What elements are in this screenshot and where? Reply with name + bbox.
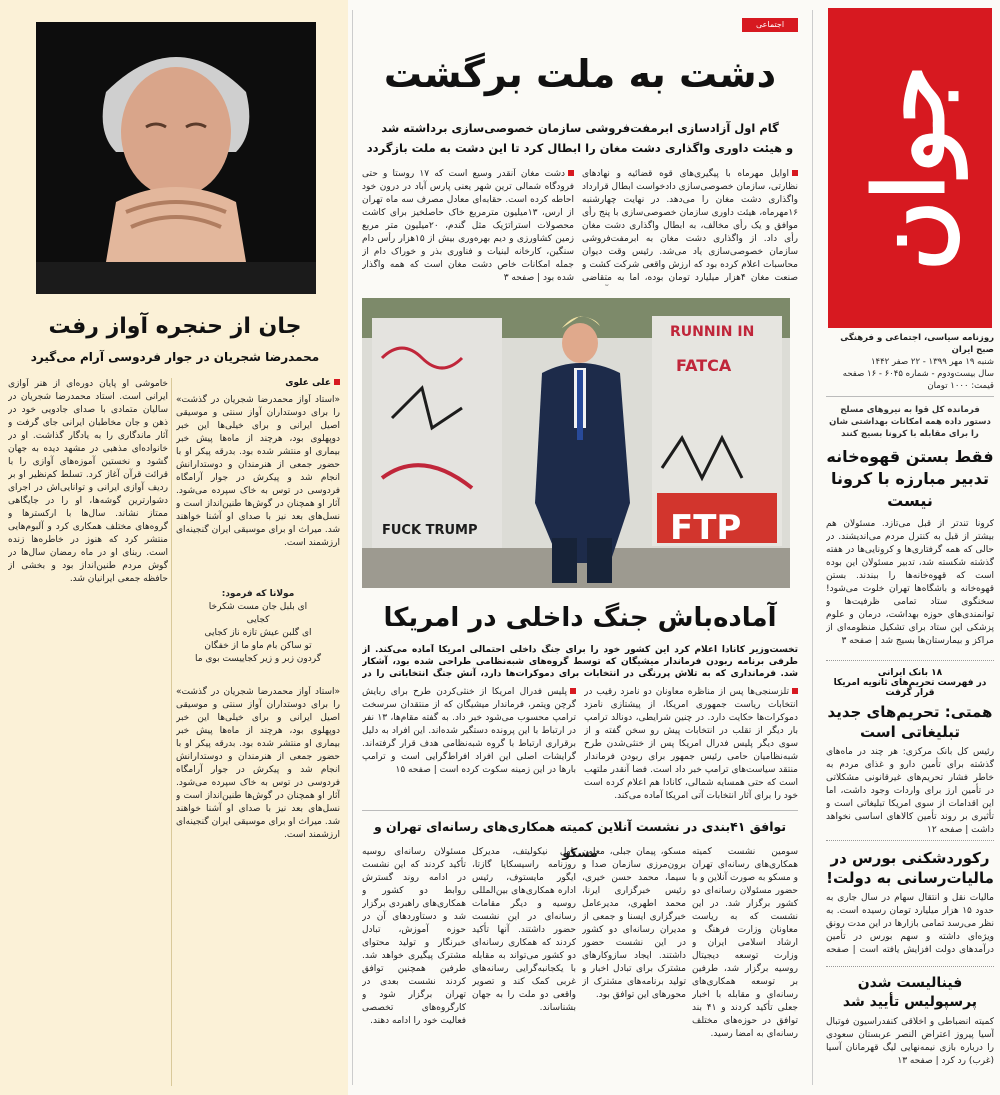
divider <box>362 810 798 811</box>
trump-photo <box>362 298 790 588</box>
lead-body-left <box>362 168 574 286</box>
perspolis-body: کمیته انضباطی و اخلاقی کنفدراسیون فوتبال آسیا پیروز اعتراض النصر عربستان سعودی را درباره بازی نیمه‌نهایی لیگ قهرمانان آسیا (غرب) رد کرد | صفحه ۱۳ <box>826 1017 994 1066</box>
media-body-col-2: مسکو، پیمان جبلی، معاون برون‌مرزی سازمان صدا و سیما، محمد حسن خیری، رئیس خبرگزاری ایرنا، محمد اطهری، مدیرعامل خبرگزاری ایسنا و جمعی از مدیران رسانه‌ای دو کشور در این نشست حضور داشتند. ایجاد سازوکارهای مشترک برای تبادل اخبار و تولید برنامه‌های مشترک از محورهای این توافق بود. <box>582 847 686 1000</box>
poem-line: ای گلبن عیش تازه ناز کجایی <box>204 628 312 638</box>
bullet-icon <box>568 170 574 176</box>
obituary-poem <box>176 588 340 678</box>
obituary-byline <box>176 378 340 388</box>
lead-body-right-text: اوایل مهرماه با پیگیری‌های قوه قضائیه و نهادهای نظارتی، سازمان خصوصی‌سازی دادخواست ابطال قرارداد واگذاری دشت مغان را می‌دهد. در نهایت چهارشنبه ۱۶مهرماه، هیئت داوری سازمان خصوصی‌سازی با پنج رأی موافق و یک رأی مخالف، به ابطال واگذاری دشت مغان رأی داد. از واگذاری دشت مغان به ابرمفت‌فروشی سازمان خصوصی‌سازی یاد می‌شد. رئیس وقت دیوان محاسبات اعلام کرده بود که ارزش واقعی شرکت کشت و صنعت مغان ۴هزار میلیارد تومان بوده، اما به متقاضی <box>582 169 798 283</box>
bourse-story <box>826 848 994 958</box>
lead-body-right <box>582 168 798 286</box>
lead-subtitle-2: و هیئت داوری واگذاری دشت مغان را ابطال کرد تا این دشت به ملت بازگردد <box>366 141 794 155</box>
corona-body: کرونا تندتر از قبل می‌تازد. مسئولان هم بیشتر از قبل به کنترل مردم می‌اندیشند. در حالی که همه گرفتاری‌ها و کرونایی‌ها در هفته گذشته شکسته شد، تدبیر مسئولان این بوده است که قهوه‌خانه‌ها را ببندند. بستن قهوه‌خانه و باشگاه‌ها تهران خلوت می‌شود! سخنگوی ستاد تمامی ظرفیت‌ها و توانمندی‌های حوزه بهداشت، درمان و علوم پزشکی این ستاد برای تشکیل منظومه‌ای از مراکز و بیمارستان‌ها بسیج شد | صفحه ۳ <box>826 519 994 646</box>
media-headline[interactable]: توافق ۴۱بندی در نشست آنلاین کمیته همکاری‌های رسانه‌ای تهران و مسکو <box>373 819 787 860</box>
perspolis-headline[interactable]: فینالیست شدن پرسپولیس تأیید شد <box>842 975 978 1010</box>
divider <box>826 840 994 841</box>
sanctions-headline[interactable]: همتی: تحریم‌های جدید تبلیغاتی است <box>827 703 993 741</box>
poem-line: مولانا که فرمود: <box>221 589 295 599</box>
poem-line: کجایی <box>246 615 270 625</box>
masthead-tagline: روزنامه سیاسی، اجتماعی و فرهنگی صبح ایران <box>840 333 994 355</box>
logo-text: جوان <box>852 64 966 272</box>
bourse-body: مالیات نقل و انتقال سهام در سال جاری به حدود ۱۵ هزار میلیارد تومان رسیده است. به نظر می‌رسد تمامی بازارها در این مدت رونق ویژه‌ای داشته و سهم بورس در تأمین درآمدهای دولت افزایش یافته است | صفحه <box>826 893 994 955</box>
corona-headline[interactable]: فقط بستن قهوه‌خانه تدبیر مبارزه با کرونا نیست <box>826 447 994 510</box>
poem-line: ای بلبل جان مست شکرخا <box>208 602 308 612</box>
obituary-subtitle: محمدرضا شجریان در جوار فردوسی آرام می‌گیرد <box>30 350 320 364</box>
sanctions-story <box>826 668 994 834</box>
section-kicker-label: اجتماعی <box>755 20 785 29</box>
bullet-icon <box>792 688 798 694</box>
corona-story <box>826 404 994 646</box>
graffiti-text: FUCK TRUMP <box>382 523 478 538</box>
trump-body-2 <box>362 686 576 804</box>
trump-body-1 <box>584 686 798 804</box>
issue-date: شنبه ۱۹ مهر ۱۳۹۹ - ۲۲ صفر ۱۴۴۲ <box>870 357 994 367</box>
media-body-col-3: پاول نیکولیتف، مدیرکل روزنامه راسیسکایا گازتا، ایگور مایستوف، رئیس اداره همکاری‌های بین‌المللی روسیه و دیگر مقامات رسانه‌ای در این نشست حضور داشتند. آنها تأکید کردند که همکاری رسانه‌ای دو کشور می‌تواند به مقابله با یکجانبه‌گرایی رسانه‌های غربی کمک کند و تصویر واقعی دو ملت را به جهان بشناساند. <box>472 847 576 1013</box>
perspolis-story <box>826 974 994 1089</box>
lead-subtitle-1: گام اول آزادسازی ابرمفت‌فروشی سازمان خصوصی‌سازی برداشته شد <box>381 121 779 135</box>
masthead-info <box>826 332 994 392</box>
poem-line: تو ساکن بام ماو ما از خفگان <box>204 641 312 651</box>
bullet-icon <box>792 170 798 176</box>
author-name: علی علوی <box>285 378 331 388</box>
issue-price: قیمت: ۱۰۰۰ تومان <box>927 381 994 391</box>
trump-body-1-text: تلزسنجی‌ها پس از مناظره معاونان دو نامزد رقیب در انتخابات ریاست جمهوری امریکا، از پیشتازی نامزد دموکرات‌ها حکایت دارد. در چنین شرایطی، دونالد ترامپ بار دیگر از تقلب در انتخابات پیش رو سخن گفته و از سوی دیگر پلیس فدرال امریکا پس از خنثی‌شدن طرح شبه‌نظامیان حامی رئیس جمهور برای ربودن فرماندار منتقد سیاست‌های ترامپ خبر داد است. فضا آنقدر ملتهب است که حتی همسایه شمالی، کانادا هم اعلام کرده است خود را برای آثار انتخابات آتی امریکا آماده می‌کند. <box>584 687 798 801</box>
obituary-body-col-2-cont: «استاد آواز محمدرضا شجریان در گذشت» را برای دوستداران آواز سنتی و موسیقی اصیل ایرانی و برای خیلی‌ها این خبر دوپهلوی بود، هرچند از ماه‌ها پیش خبر بیماری او منتشر شده بود. بدرقه پیکر او با حضور جمعی از هنرمندان و دوستدارانش انجام شد و پیکرش در جوار آرامگاه فردوسی در توس به خاک سپرده می‌شود. آثار او همچنان در گوش‌ها طنین‌انداز است و نسل‌های بعد نیز با صدای او آشنا خواهند شد. میراث او برای موسیقی ایران گنجینه‌ای ارزشمند است. <box>176 687 340 840</box>
bullet-icon <box>570 688 576 694</box>
lead-subtitle <box>360 118 800 158</box>
bourse-headline[interactable]: رکوردشکنی بورس در مالیات‌رسانی به دولت! <box>826 849 994 887</box>
sanctions-body: رئیس کل بانک مرکزی: هر چند در ماه‌های گذشته برای تأمین دارو و غذای مردم به خاطر فشار تحریم‌های غیرقانونی مشکلاتی در تأمین ارز برای واردات وجود داشت، اما این اقدامات از سوی امریکا تبلیغاتی است و تأثیری بر روند تأمین کالاهای اساسی نخواهد داشت | صفحه ۱۲ <box>826 747 994 834</box>
column-divider <box>171 378 172 1086</box>
obituary-column <box>0 0 348 1095</box>
column-divider <box>812 10 813 1085</box>
graffiti-text: FTP <box>670 508 742 548</box>
trump-headline[interactable]: آماده‌باش جنگ داخلی در امریکا <box>383 603 777 633</box>
lead-body-left-text: دشت مغان آنقدر وسیع است که ۱۷ روستا و حتی فرودگاه شمالی ترین شهر یعنی پارس آباد در درون خود احاطه کرده است. حقابه‌ای معادل مصرف سه ماه تهران از ارس، ۱۳میلیون مترمربع خاک حاصلخیز برای کاشت محصولات استراتژیک مثل گندم، ۲۰میلیون متر مربع زمین کشاورزی و دیم بهره‌وری بیش از ۱۵هزار رأس دام سنگین، کارخانه لبنیات و فناوری بذر و خوراک دام از جمله امکانات خاص دشت مغان است که همه واگذار شده بود | صفحه ۳ <box>362 169 574 283</box>
section-kicker <box>742 18 798 32</box>
newspaper-logo <box>828 8 992 328</box>
sanctions-deck: در فهرست تحریم‌های ثانویه امریکا قرار گرفت <box>833 678 987 698</box>
bullet-icon <box>334 379 340 385</box>
column-divider <box>352 10 353 1085</box>
poem-line: گردون زبر و زیر کجاییست بوی ما <box>194 654 322 664</box>
corona-kicker: فرمانده کل قوا به نیروهای مسلح دستور داده همه امکانات بهداشتی شان را برای مقابله با کرونا بسیج کنند <box>829 405 991 439</box>
shajarian-portrait <box>36 22 316 294</box>
graffiti-text: FATCA <box>676 356 732 375</box>
graffiti-text: RUNNIN IN <box>670 324 755 340</box>
issue-number: سال بیست‌ودوم - شماره ۶۰۴۵ - ۱۶ صفحه <box>842 369 994 379</box>
divider <box>826 660 994 661</box>
obituary-headline[interactable]: جان از حنجره آواز رفت <box>48 314 302 339</box>
divider <box>826 966 994 967</box>
portrait-graphic <box>36 22 316 294</box>
trump-deck: تخست‌وزیر کانادا اعلام کرد این کشور خود را برای جنگ داخلی احتمالی امریکا آماده می‌کند. از طرفی برنامه ربودن فرماندار میشیگان که توسط گروه‌های شبه‌نظامی طراحی شده بود، آشکار شد. فرمانداری که به تلاش پررنگی در انتخابات برای دموکرات‌ها دارد، آنش جنگ انتخاباتی را در <box>362 645 798 679</box>
sanctions-kicker: ۱۸ بانک ایرانی <box>877 668 943 678</box>
masthead-logo <box>828 8 992 328</box>
trump-body-2-text: پلیس فدرال امریکا از خنثی‌کردن طرح برای ربایش گرچن ویتمر، فرماندار میشیگان که از منتقدان سرسخت ترامپ محسوب می‌شود خبر داد. به گفته مقام‌ها، ۱۳ نفر در ارتباط با این پرونده دستگیر شده‌اند. این افراد به دلیل برقراری ارتباط با گروه شبه‌نظامی هدف قرار گرفته‌اند. گرایشات اصلی این افراد افراط‌گرایی است و ترامپ بارها در این زمینه سکوت کرده است | صفحه ۱۵ <box>362 687 576 775</box>
obituary-body-col-1: خاموشی او پایان دوره‌ای از هنر آوازی ایرانی است. استاد محمدرضا شجریان در سالیان متمادی با صدای جادویی خود در ذهن و جان مخاطبان ایرانی جای گرفت و آثار ماندگاری را به یادگار گذاشت. او در خانواده‌ای مذهبی در مشهد دیده به جهان گشود و نخستین آموزه‌های آوازی را با قرائت قرآن آغاز کرد. تسلط کم‌نظیر او بر ردیف آوازی ایرانی و توانایی‌اش در اجرای دشوارترین گوشه‌ها، او را در جایگاهی ممتاز نشاند. سال‌ها با ارکسترها و گروه‌های مختلف همکاری کرد و آلبوم‌هایی منتشر کرد که هنوز در خاطره‌ها زنده است. ربنای او در ماه رمضان سال‌ها در گوش مردم طنین‌انداز بود و بخشی از حافظه جمعی ایرانیان شد. <box>8 379 168 584</box>
divider <box>826 396 994 397</box>
lead-headline[interactable]: دشت به ملت برگشت <box>383 52 777 96</box>
obituary-body-col-2: «استاد آواز محمدرضا شجریان در گذشت» را برای دوستداران آواز سنتی و موسیقی اصیل ایرانی و برای خیلی‌ها این خبر دوپهلوی بود، هرچند از ماه‌ها پیش خبر بیماری او منتشر شده بود. بدرقه پیکر او با حضور جمعی از هنرمندان و دوستدارانش انجام شد و پیکرش در جوار آرامگاه فردوسی در توس به خاک سپرده می‌شود. آثار او همچنان در گوش‌ها طنین‌انداز است و نسل‌های بعد نیز با صدای او آشنا خواهند شد. میراث او برای موسیقی ایران گنجینه‌ای ارزشمند است. <box>176 395 340 548</box>
media-body-col-1: سومین نشست کمیته همکاری‌های رسانه‌ای تهران و مسکو به صورت آنلاین و با حضور مسئولان رسانه‌ای دو کشور برگزار شد. در این نشست که به ریاست معاونان وزارت فرهنگ و ارشاد اسلامی ایران و وزارت توسعه دیجیتال روسیه برگزار شد، طرفین بر توسعه همکاری‌های رسانه‌ای و مقابله با اخبار جعلی تأکید کردند و ۴۱ بند توافق در حوزه‌های مختلف رسانه‌ای به امضا رسید. <box>692 847 798 1039</box>
media-body-col-4: مسئولان رسانه‌ای روسیه تأکید کردند که این نشست در ادامه روند گسترش روابط دو کشور و همکاری‌های راهبردی برگزار شد و دستاوردهای آن در حوزه آموزش، تبادل خبرنگار و تولید محتوای مشترک پیگیری خواهد شد. طرفین همچنین توافق کردند نشست بعدی در تهران برگزار شود و کارگروه‌های تخصصی فعالیت خود را ادامه دهند. <box>362 847 466 1026</box>
